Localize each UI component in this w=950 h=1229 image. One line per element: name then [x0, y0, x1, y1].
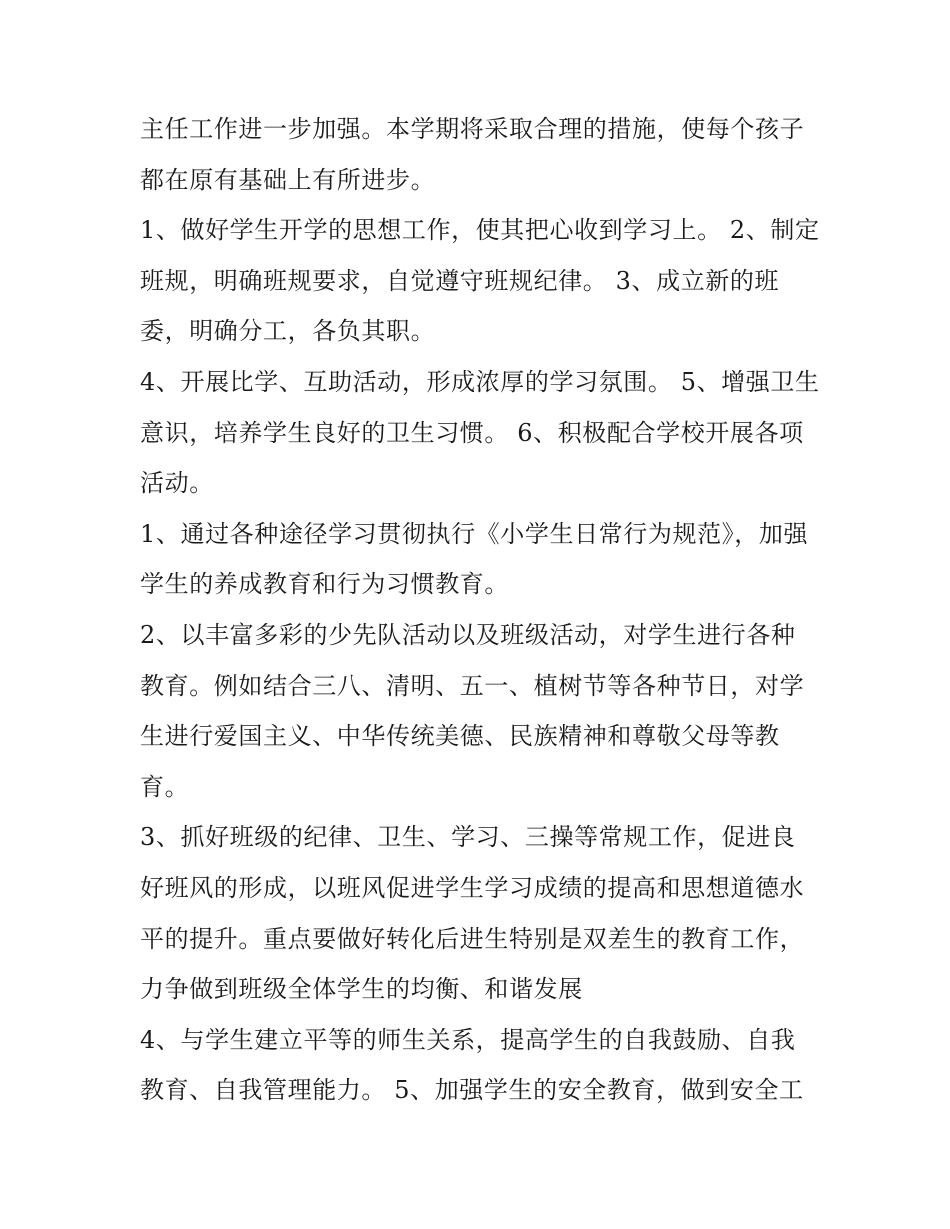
paragraph-measure-4-5: 4、与学生建立平等的师生关系，提高学生的自我鼓励、自我教育、自我管理能力。 5、加强学生的安全教育，做到安全工: [140, 1025, 804, 1105]
document-body: [140, 104, 820, 1116]
paragraph-items-4-6: 4、开展比学、互助活动，形成浓厚的学习氛围。 5、增强卫生意识，培养学生良好的卫生习惯。 6、积极配合学校开展各项活动。: [140, 367, 820, 498]
paragraph-items-1-3: 1、做好学生开学的思想工作，使其把心收到学习上。 2、制定班规，明确班规要求，自觉遵守班规纪律。 3、成立新的班委，明确分工，各负其职。: [140, 216, 820, 346]
paragraph-measure-2: 2、以丰富多彩的少先队活动以及班级活动，对学生进行各种教育。例如结合三八、清明、五一、植树节等各种节日，对学生进行爱国主义、中华传统美德、民族精神和尊敬父母等教育。: [140, 620, 805, 801]
paragraph-measure-3: 3、抓好班级的纪律、卫生、学习、三操等常规工作，促进良好班风的形成，以班风促进学生学习成绩的提高和思想道德水平的提升。重点要做好转化后进生特别是双差生的教育工作，力争做到班级全体学生的均衡、和谐发展: [140, 823, 805, 1004]
paragraph-measure-1: 1、通过各种途径学习贯彻执行《小学生日常行为规范》，加强学生的养成教育和行为习惯教育。: [140, 519, 809, 599]
paragraph-intro: 主任工作进一步加强。本学期将采取合理的措施，使每个孩子都在原有基础上有所进步。: [140, 115, 805, 194]
